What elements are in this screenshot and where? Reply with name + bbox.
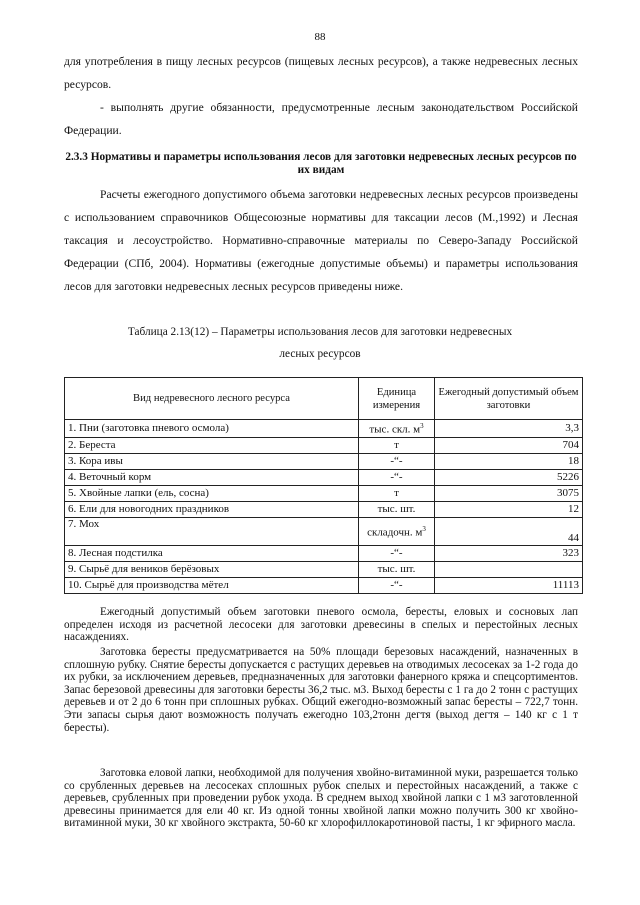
resource-volume: 3,3 — [435, 420, 583, 438]
resource-unit: -“- — [359, 545, 435, 561]
resource-name: 4. Веточный корм — [65, 469, 359, 485]
resource-name: 9. Сырьё для веников берёзовых — [65, 561, 359, 577]
resource-volume: 44 — [435, 517, 583, 545]
section-heading: 2.3.3 Нормативы и параметры использования лесов для заготовки недревесных лесных ресурсов по их видам — [65, 151, 577, 176]
resource-volume: 704 — [435, 437, 583, 453]
table-row — [65, 453, 583, 469]
resource-name: 7. Мох — [65, 517, 359, 545]
resource-name: 3. Кора ивы — [65, 453, 359, 469]
intro-paragraph: для употребления в пищу лесных ресурсов (пищевых лесных ресурсов), а также недревесных лесных ресурсов. — [64, 55, 578, 91]
table-row — [65, 501, 583, 517]
body-paragraph-stump-resin: Ежегодный допустимый объем заготовки пневого осмола, бересты, еловых и сосновых лап определен исходя из расчетной лесосеки для заготовки древесины в спелых и перестойных лесных насаждениях. — [64, 606, 578, 644]
body-paragraph-birch-bark: Заготовка бересты предусматривается на 50% площади березовых насаждений, назначенных в сплошную рубку. Снятие бересты допускается с растущих деревьев на отводимых лесосеках за 1-2 года до их рубки, за исключением деревьев, предназначенных для заготовки фанерного кряжа и спецсортиментов. Запас березовой древесины для заготовки бересты 36,2 тыс. м3. Выход бересты с 1 га до 2 тонн с растущих деревьев и от 2 до 6 тонн при сплошных рубках. Общий ежегодно-возможный запас бересты – 722,7 тонн. Эти запасы сырья дают возможность получать ежегодно 103,2тонн дегтя (выход дегтя – 140 кг с 1 т бересты). — [64, 646, 578, 734]
header-unit: Единица измерения — [359, 378, 435, 420]
body-paragraph-spruce-branches: Заготовка еловой лапки, необходимой для получения хвойно-витаминной муки, разрешается только со срубленных деревьев на лесосеках сплошных рубок спелых и перестойных насаждений, а также с деревьев, срубленных при проведении рубок ухода. В среднем выход хвойной лапки с 1 м3 заготовленной древесины принимается для ели 40 кг. Из одной тонны хвойной лапки можно получить 300 кг хвойно-витаминной муки, 30 кг хвойного экстракта, 50-60 кг хлорофиллокаротиновой пасты, 1 кг эфирного масла. — [64, 767, 578, 830]
resource-unit: т — [359, 437, 435, 453]
resource-name: 1. Пни (заготовка пневого осмола) — [65, 420, 359, 438]
resource-volume: 5226 — [435, 469, 583, 485]
table-row — [65, 577, 583, 593]
table-caption-continued: лесных ресурсов — [279, 348, 361, 360]
table-header-row — [65, 378, 583, 420]
table-row — [65, 437, 583, 453]
resource-name: 10. Сырьё для производства мётел — [65, 577, 359, 593]
resource-name: 8. Лесная подстилка — [65, 545, 359, 561]
table-row — [65, 517, 583, 545]
obligations-paragraph: - выполнять другие обязанности, предусмотренные лесным законодательством Российской Федерации. — [64, 101, 578, 137]
resource-unit: -“- — [359, 577, 435, 593]
table-row — [65, 420, 583, 438]
resource-unit: тыс. шт. — [359, 561, 435, 577]
resource-name: 2. Береста — [65, 437, 359, 453]
table-row — [65, 469, 583, 485]
resource-volume: 11113 — [435, 577, 583, 593]
page-number: 88 — [314, 31, 326, 43]
table-caption: Таблица 2.13(12) – Параметры использования лесов для заготовки недревесных — [127, 326, 513, 338]
table-row — [65, 545, 583, 561]
resource-unit: -“- — [359, 453, 435, 469]
table-row — [65, 561, 583, 577]
header-annual-volume: Ежегодный допустимый объем заготовки — [435, 378, 583, 420]
resource-volume — [435, 561, 583, 577]
resource-volume: 18 — [435, 453, 583, 469]
section-paragraph: Расчеты ежегодного допустимого объема заготовки недревесных лесных ресурсов произведены с использованием справочников Общесоюзные нормативы для таксации лесов (М.,1992) и Лесная таксация и лесоустройство. Нормативно-справочные материалы по Северо-Западу Российской Федерации (СПб, 2004). Нормативы (ежегодные допустимые объемы) и параметры использования лесов для заготовки недревесных лесных ресурсов приведены ниже. — [64, 188, 578, 293]
resource-unit: тыс. скл. $м^3$ — [359, 420, 435, 438]
resource-unit: т — [359, 485, 435, 501]
header-resource-type: Вид недревесного лесного ресурса — [65, 378, 359, 420]
resource-unit: складочн. $м^3$ — [359, 517, 435, 545]
resource-name: 5. Хвойные лапки (ель, сосна) — [65, 485, 359, 501]
resource-volume: 12 — [435, 501, 583, 517]
table-row — [65, 485, 583, 501]
resource-unit: -“- — [359, 469, 435, 485]
resource-table — [64, 377, 583, 594]
resource-name: 6. Ели для новогодних праздников — [65, 501, 359, 517]
resource-volume: 3075 — [435, 485, 583, 501]
resource-volume: 323 — [435, 545, 583, 561]
resource-unit: тыс. шт. — [359, 501, 435, 517]
